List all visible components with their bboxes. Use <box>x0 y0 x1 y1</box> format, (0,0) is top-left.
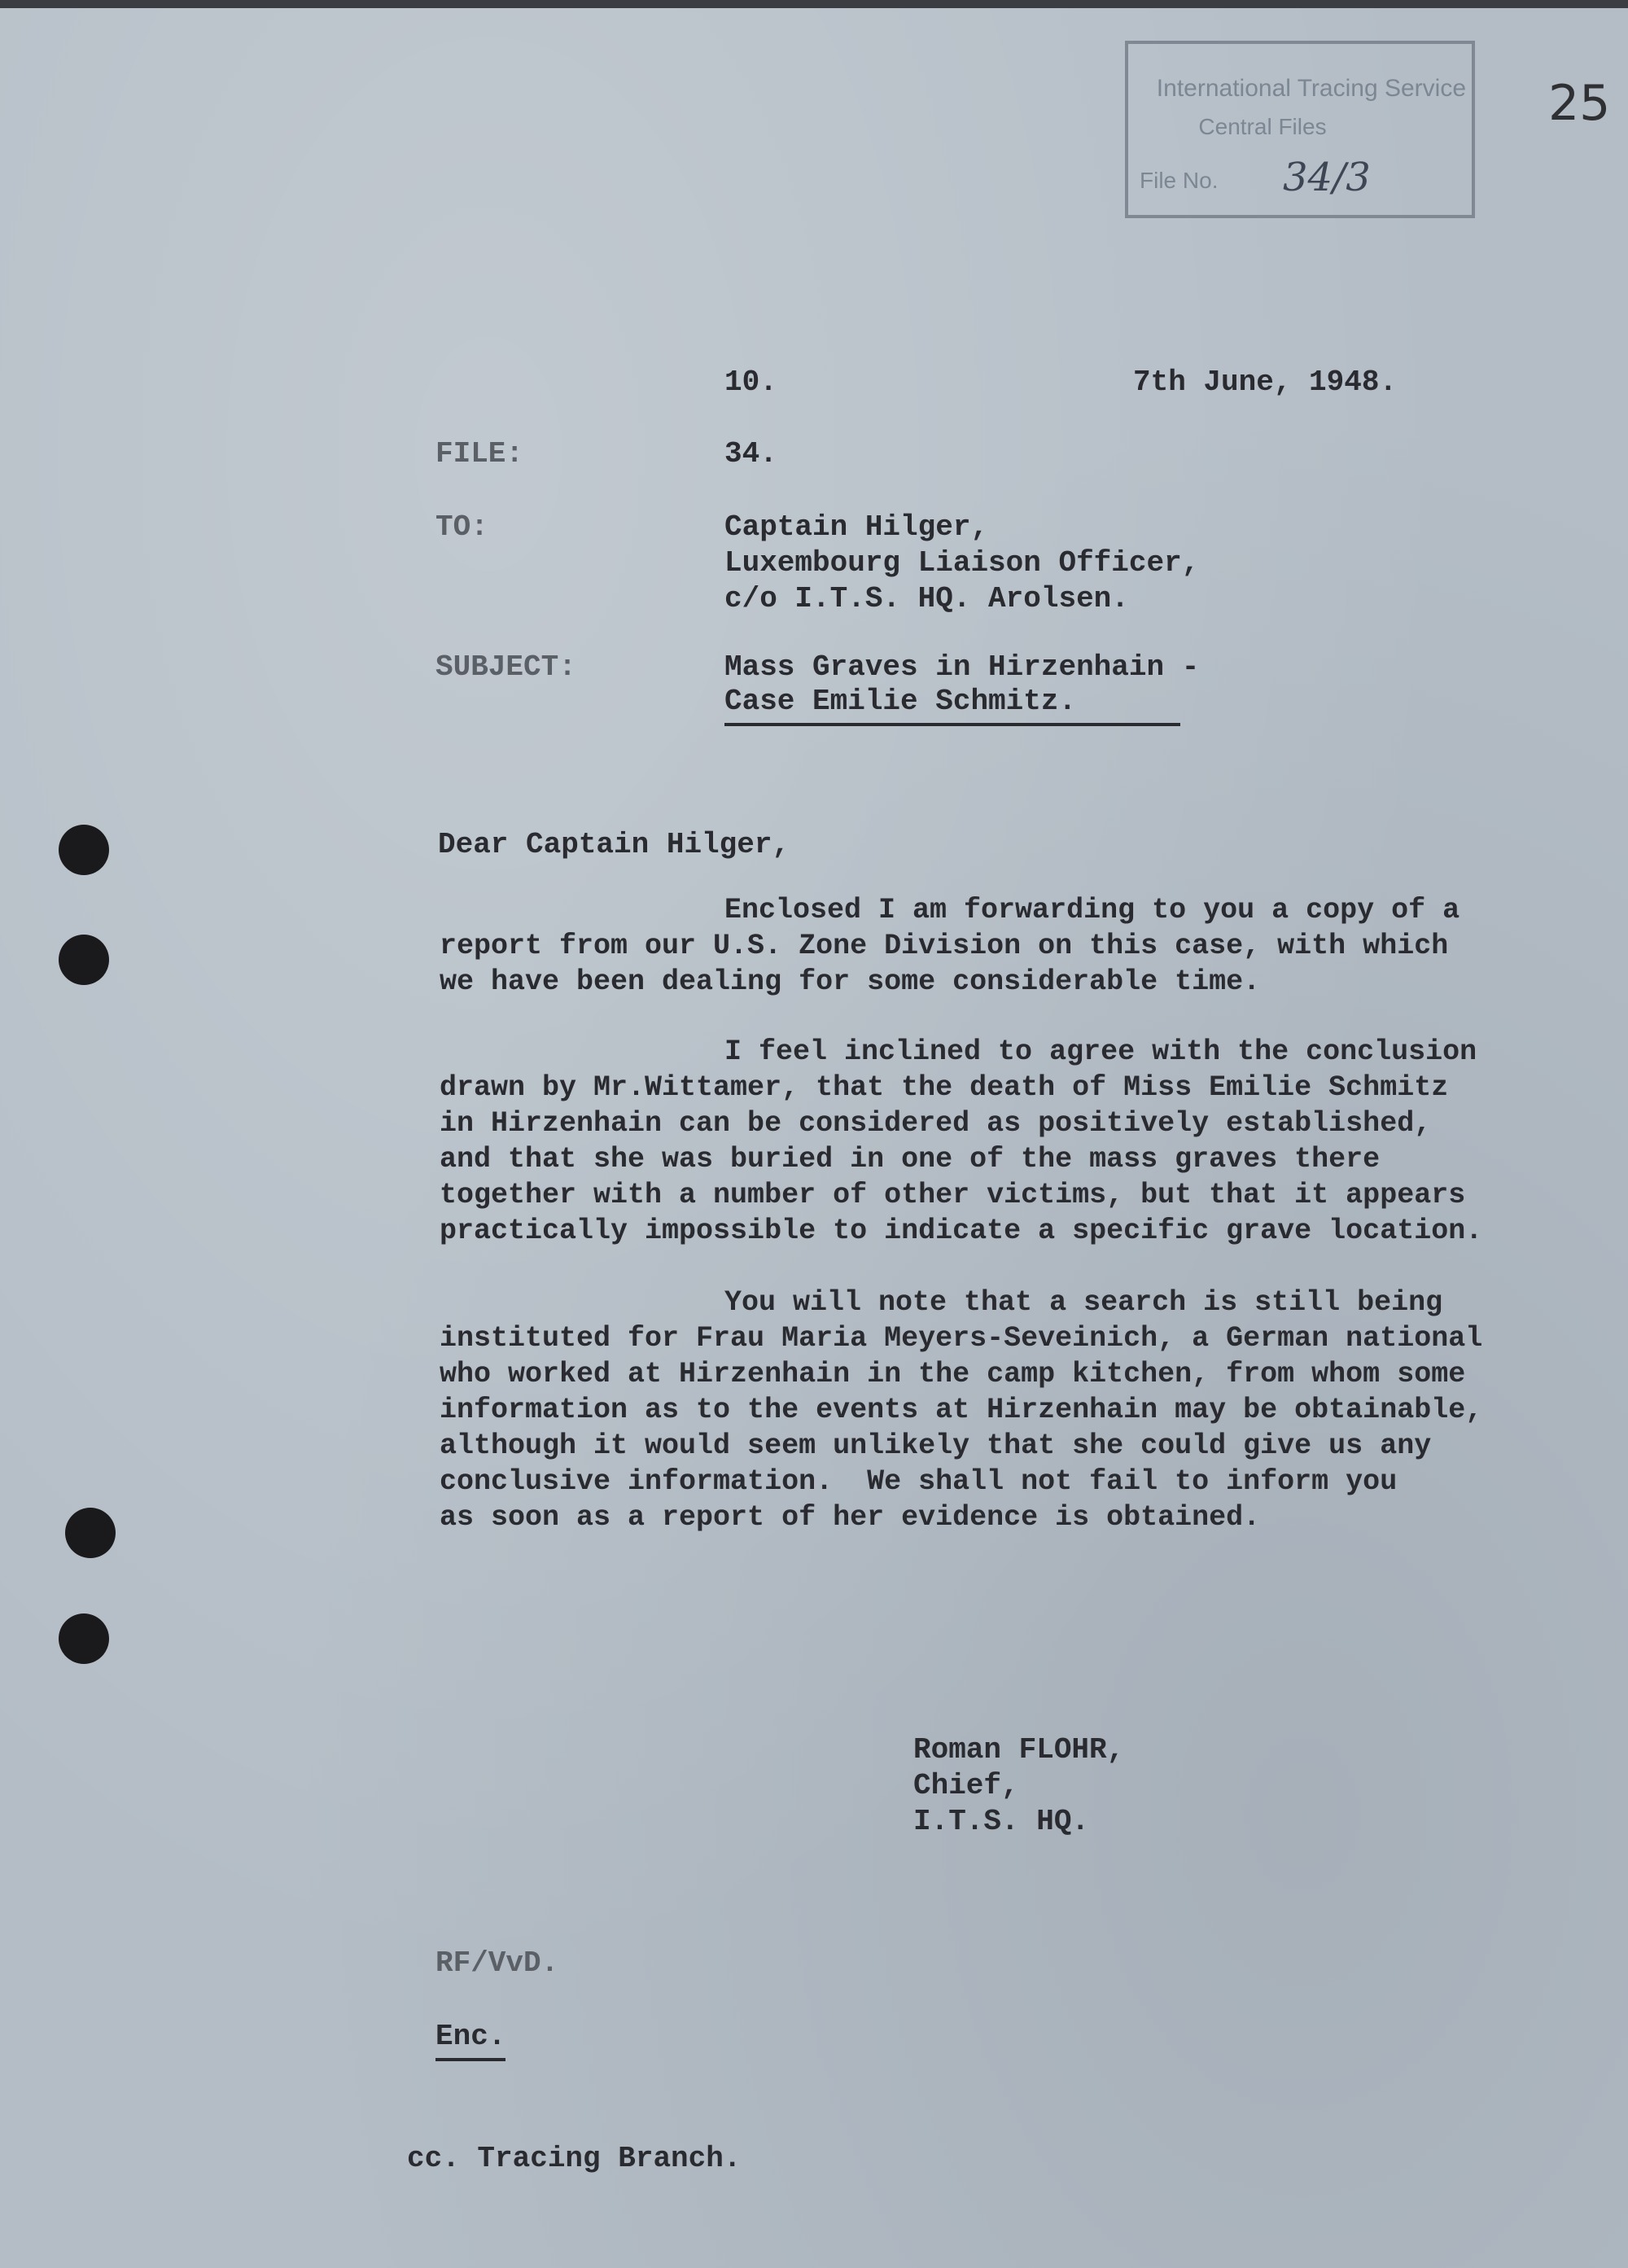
punch-hole <box>65 1508 116 1558</box>
central-files-stamp <box>1125 41 1475 218</box>
file-value: 34. <box>724 437 777 471</box>
reference-initials: RF/VvD. <box>435 1946 559 1980</box>
signature-line: Roman FLOHR, <box>913 1733 1125 1767</box>
subject-line: Mass Graves in Hirzenhain - <box>724 650 1200 684</box>
salutation: Dear Captain Hilger, <box>438 828 790 861</box>
to-line: c/o I.T.S. HQ. Arolsen. <box>724 582 1129 615</box>
body-line: who worked at Hirzenhain in the camp kitchen, from whom some <box>440 1358 1466 1390</box>
body-line: although it would seem unlikely that she could give us any <box>440 1430 1432 1462</box>
body-line: in Hirzenhain can be considered as positively established, <box>440 1107 1432 1140</box>
body-line: conclusive information. We shall not fail to inform you <box>440 1465 1398 1498</box>
stamp-line-1: International Tracing Service <box>1156 75 1466 102</box>
body-line: as soon as a report of her evidence is obtained. <box>440 1501 1261 1534</box>
body-line: information as to the events at Hirzenhain may be obtainable, <box>440 1394 1483 1426</box>
top-edge <box>0 0 1628 8</box>
subject-line: Case Emilie Schmitz. <box>724 684 1180 726</box>
body-line: drawn by Mr.Wittamer, that the death of Miss Emilie Schmitz <box>440 1071 1449 1104</box>
signature-line: I.T.S. HQ. <box>913 1805 1090 1838</box>
body-line: and that she was buried in one of the mass graves there <box>440 1143 1381 1176</box>
stamp-file-label: File No. <box>1140 168 1219 193</box>
body-line: together with a number of other victims, but that it appears <box>440 1179 1466 1211</box>
punch-hole <box>59 935 109 985</box>
stamp-line-2: Central Files <box>1198 114 1327 139</box>
body-line: You will note that a search is still being <box>724 1286 1443 1319</box>
punch-hole <box>59 825 109 875</box>
cc-line: cc. Tracing Branch. <box>407 2142 742 2175</box>
body-line: I feel inclined to agree with the conclusion <box>724 1035 1477 1068</box>
file-label: FILE: <box>435 437 524 471</box>
page-number: 25 <box>1548 75 1611 132</box>
stamp-file-number: 34/3 <box>1283 155 1371 200</box>
to-line: Captain Hilger, <box>724 510 989 544</box>
punch-hole <box>59 1613 109 1664</box>
to-line: Luxembourg Liaison Officer, <box>724 546 1200 580</box>
to-label: TO: <box>435 510 488 544</box>
letter-date: 7th June, 1948. <box>1133 366 1398 399</box>
signature-line: Chief, <box>913 1769 1019 1802</box>
body-line: Enclosed I am forwarding to you a copy of a <box>724 894 1460 926</box>
enclosure-note: Enc. <box>435 2019 505 2061</box>
body-line: instituted for Frau Maria Meyers-Seveinich, a German national <box>440 1322 1483 1355</box>
subject-label: SUBJECT: <box>435 650 576 684</box>
body-line: practically impossible to indicate a specific grave location. <box>440 1215 1483 1247</box>
body-line: report from our U.S. Zone Division on this case, with which <box>440 930 1449 962</box>
reference-number: 10. <box>724 366 777 399</box>
body-line: we have been dealing for some considerable time. <box>440 965 1261 998</box>
